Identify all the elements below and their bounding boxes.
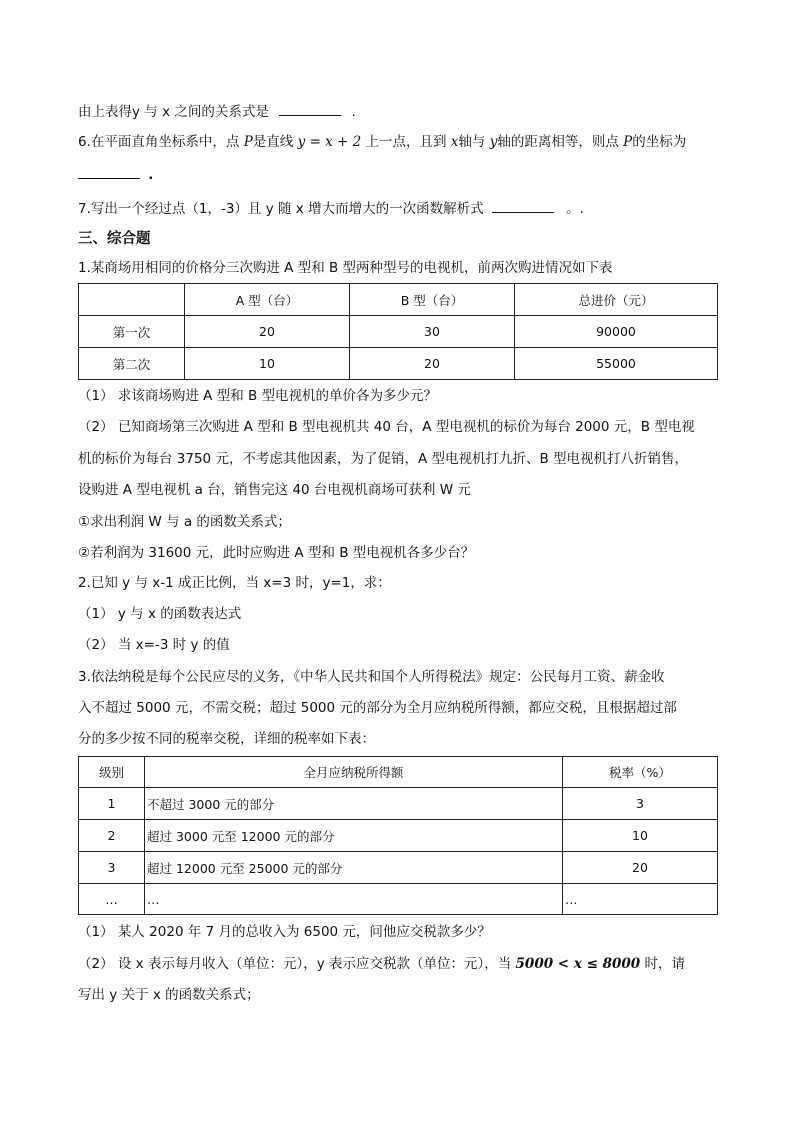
p3-sub2-inequality: 5000 < x ≤ 8000 xyxy=(515,956,641,972)
p2-sub1: （1） y 与 x 的函数表达式 xyxy=(78,606,242,622)
table-header-cell: 总进价（元） xyxy=(515,284,718,316)
p3-intro-line1: 3.依法纳税是每个公民应尽的义务，《中华人民共和国个人所得税法》规定：公民每月工资、薪金收 xyxy=(78,669,665,685)
q6-end: . xyxy=(148,167,154,183)
table-header-cell: 税率（%） xyxy=(563,757,718,788)
table-row xyxy=(79,316,718,348)
table-cell: 20 xyxy=(563,852,718,884)
table-row xyxy=(79,820,718,852)
q6-prefix: 6.在平面直角坐标系中，点 xyxy=(78,134,240,150)
table-row xyxy=(79,852,718,884)
p3-sub2-line1 xyxy=(78,954,685,974)
table-row xyxy=(79,788,718,820)
answer-blank xyxy=(492,198,554,213)
q5-tail-text: 由上表得y 与 x 之间的关系式是 xyxy=(78,104,269,120)
table-cell: 3 xyxy=(563,788,718,820)
circled-number-2: ② xyxy=(78,545,91,561)
table-cell: 10 xyxy=(185,348,350,380)
q6-x-var: x xyxy=(450,134,459,150)
q7-end: 。. xyxy=(566,201,584,217)
q5-tail-end: . xyxy=(351,104,356,120)
table-header-cell xyxy=(79,284,185,316)
table-cell: 3 xyxy=(79,852,145,884)
table-row xyxy=(79,348,718,380)
q6-mid1: 是直线 xyxy=(252,134,294,150)
p1-intro: 1.某商场用相同的价格分三次购进 A 型和 B 型两种型号的电视机，前两次购进情况如下表 xyxy=(78,260,613,276)
q6-answer-line xyxy=(78,164,153,185)
q6-y-var: y xyxy=(489,134,498,150)
p1-sub1: （1） 求该商场购进 A 型和 B 型电视机的单价各为多少元？ xyxy=(78,388,438,404)
q6-mid4: 轴的距离相等，则点 xyxy=(497,134,619,150)
p2-sub2: （2） 当 x=-3 时 y 的值 xyxy=(78,637,230,653)
table-cell: … xyxy=(145,884,563,915)
q7-text: 7.写出一个经过点（1，-3）且 y 随 x 增大而增大的一次函数解析式 xyxy=(78,201,484,217)
q7-line xyxy=(78,198,584,219)
table-cell: 超过 12000 元至 25000 元的部分 xyxy=(145,852,563,884)
table-cell: 55000 xyxy=(515,348,718,380)
p1-c1-text: 求出利润 W 与 a 的函数关系式； xyxy=(90,514,291,530)
table-cell: 第二次 xyxy=(79,348,185,380)
p1-sub2-line3: 设购进 A 型电视机 a 台，销售完这 40 台电视机商场可获利 W 元 xyxy=(78,482,471,498)
p3-sub2-text-b: 时，请 xyxy=(644,956,685,972)
p1-c2-line xyxy=(78,543,474,563)
table-cell: 10 xyxy=(563,820,718,852)
table-cell: 不超过 3000 元的部分 xyxy=(145,788,563,820)
q6-point-p: P xyxy=(243,134,253,150)
table-cell: 20 xyxy=(185,316,350,348)
table-header-cell: B 型（台） xyxy=(350,284,515,316)
table-cell: … xyxy=(563,884,718,915)
table-cell: 90000 xyxy=(515,316,718,348)
p3-sub2-line2: 写出 y 关于 x 的函数关系式； xyxy=(78,987,260,1003)
q6-mid2: 上一点，且到 xyxy=(365,134,447,150)
p3-intro-line3: 分的多少按不同的税率交税，详细的税率如下表： xyxy=(78,731,375,747)
section-heading: 三、综合题 xyxy=(78,231,151,247)
p1-c1-line xyxy=(78,512,291,532)
tax-rate-table xyxy=(78,756,718,915)
table-header-row xyxy=(79,284,718,316)
table-cell: 超过 3000 元至 12000 元的部分 xyxy=(145,820,563,852)
p1-sub2-line2: 机的标价为每台 3750 元，不考虑其他因素，为了促销，A 型电视机打九折、B 型电视机打八折销售， xyxy=(78,451,689,467)
p2-intro: 2.已知 y 与 x-1 成正比例，当 x=3 时，y=1，求： xyxy=(78,575,391,591)
table-header-cell: A 型（台） xyxy=(185,284,350,316)
table-cell: … xyxy=(79,884,145,915)
table-header-cell: 级别 xyxy=(79,757,145,788)
p3-intro-line2: 入不超过 5000 元，不需交税；超过 5000 元的部分为全月应纳税所得额，都应交税，且根据超过部 xyxy=(78,700,677,716)
p3-sub1: （1） 某人 2020 年 7 月的总收入为 6500 元，问他应交税款多少？ xyxy=(78,924,491,940)
table-cell: 第一次 xyxy=(79,316,185,348)
p3-sub2-text-a: （2） 设 x 表示每月收入（单位：元），y 表示应交税款（单位：元），当 xyxy=(78,956,512,972)
table-row xyxy=(79,884,718,915)
p1-c2-text: 若利润为 31600 元，此时应购进 A 型和 B 型电视机各多少台？ xyxy=(90,545,475,561)
purchase-table xyxy=(78,283,718,380)
q6-point-p2: P xyxy=(623,134,633,150)
q6-suffix: 的坐标为 xyxy=(632,134,687,150)
table-cell: 30 xyxy=(350,316,515,348)
table-cell: 20 xyxy=(350,348,515,380)
p1-sub2-line1: （2） 已知商场第三次购进 A 型和 B 型电视机共 40 台，A 型电视机的标价为每台 2000 元，B 型电视 xyxy=(78,419,695,435)
q6-mid3: 轴与 xyxy=(458,134,486,150)
table-cell: 1 xyxy=(79,788,145,820)
answer-blank xyxy=(279,101,341,116)
table-header-cell: 全月应纳税所得额 xyxy=(145,757,563,788)
q6-line xyxy=(78,132,686,152)
circled-number-1: ① xyxy=(78,514,91,530)
answer-blank xyxy=(78,164,140,179)
table-header-row xyxy=(79,757,718,788)
q5-tail-line xyxy=(78,101,356,122)
table-cell: 2 xyxy=(79,820,145,852)
q6-equation: y = x + 2 xyxy=(297,134,362,150)
